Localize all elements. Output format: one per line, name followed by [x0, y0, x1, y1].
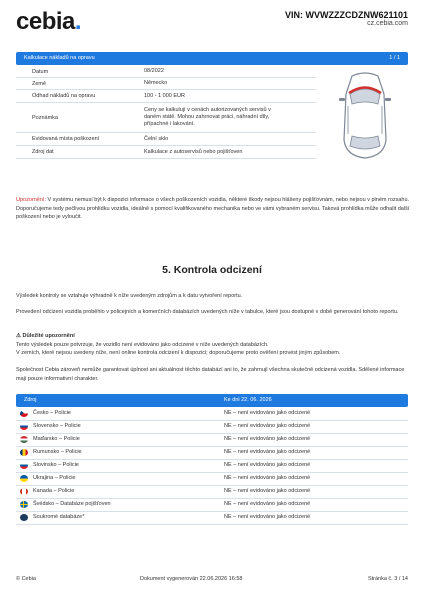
- table-row: Česko – Policie NE – není evidováno jako odcizené: [16, 407, 408, 421]
- vin-number: VIN: WVWZZZCDZNW621101: [284, 10, 408, 20]
- slovakia-flag-icon: [20, 423, 28, 430]
- footer-copyright: © Cebia: [16, 576, 36, 582]
- section-intro: Výsledek kontroly se vztahuje výhradně k níže uvedeným zdrojům a k datu vytvoření reportu.: [16, 293, 243, 299]
- calc-row-note: Poznámka Ceny se kalkulují v cenách autorizovaných servisů v daném státě. Mohou zahrnovat práci, náhradní díly, přípachné i lakování.: [16, 103, 316, 133]
- calc-table-title: Kalkulace nákladů na opravu: [24, 55, 95, 61]
- romania-flag-icon: [20, 449, 28, 456]
- czech-flag-icon: [20, 410, 28, 417]
- table-row: Slovinsko – Policie NE – není evidováno jako odcizené: [16, 459, 408, 473]
- calc-row-source: Zdroj dat Kalkulace z autoservisů nebo pojišťoven: [16, 146, 316, 159]
- calc-row-damage: Evidovaná místa poškození Čelní sklo: [16, 133, 316, 146]
- table-row: Slovensko – Policie NE – není evidováno jako odcizené: [16, 420, 408, 434]
- calc-row-country: Země Německo: [16, 78, 316, 90]
- calc-table-header: [16, 52, 408, 65]
- notice-block: ⚠ Důležité upozornění Tento výsledek pouze potvrzuje, že vozidlo není evidováno jako odcizené v níže uvedených databázích. V zemích, které nejsou uvedeny níže, není online kontrola odcizení k dispozici; doporučujeme proto ověření provést jiným způsobem.: [16, 333, 341, 356]
- theft-col-date: Ke dni 22. 06. 2026: [224, 397, 272, 403]
- sweden-flag-icon: [20, 501, 28, 508]
- hungary-flag-icon: [20, 436, 28, 443]
- disclaimer: Společnost Cebia zároveň nemůže garantovat úplnost ani aktuálnost těchto databází ani to, že zahrnují všechna skutečně odcizená vozidla. Sdělené informace mají pouze informativní charakter.: [16, 367, 405, 382]
- canada-flag-icon: [20, 488, 28, 495]
- calc-row-estimate: Odhad nákladů na opravu 100 - 1 000 EUR: [16, 90, 316, 103]
- database-icon: [20, 514, 28, 521]
- table-row: Rumunsko – Policie NE – není evidováno jako odcizené: [16, 446, 408, 460]
- table-row: Soukromé databáze* NE – není evidováno jako odcizené: [16, 511, 408, 525]
- slovenia-flag-icon: [20, 462, 28, 469]
- damage-warning: Upozornění: V systému nemusí být k dispozici informace o všech poškozeních vozidla, některé škody nejsou hlášeny pojišťovnám, nebo nejsou v plném rozsahu. Doporučujeme tedy pečlivou prohlídku vozidla, ideálně s pomocí kvalifikovaného mechanika nebo ve vámi vybraném servisu. Taková prohlídka může odhalit další poškození nebo je vyloučit.: [16, 197, 410, 220]
- calc-table-page: 1 / 1: [389, 55, 400, 61]
- section-description: Provedení odcizení vozidla proběhlo v policejních a komerčních databázích uvedených níže v tabulce, které jsou dostupné v době generování tohoto reportu.: [16, 309, 399, 315]
- ukraine-flag-icon: [20, 475, 28, 482]
- table-row: Ukrajina – Policie NE – není evidováno jako odcizené: [16, 472, 408, 486]
- warning-icon: ⚠: [16, 333, 21, 339]
- footer-generated: Dokument vygenerován 22.06.2026 16:58: [140, 576, 243, 582]
- car-damage-diagram: [330, 70, 400, 160]
- theft-table-header: [16, 394, 408, 407]
- footer-page-number: Stránka č. 3 / 14: [367, 576, 408, 582]
- calc-row-date: Datum 08/2022: [16, 66, 316, 78]
- table-row: Maďarsko – Policie NE – není evidováno jako odcizené: [16, 433, 408, 447]
- website-link[interactable]: cz.cebia.com: [367, 20, 408, 27]
- section-title: 5. Kontrola odcizení: [162, 264, 262, 276]
- table-row: Kanada – Policie NE – není evidováno jako odcizené: [16, 485, 408, 499]
- calc-table: [16, 66, 316, 159]
- table-row: Švédsko – Databáze pojišťoven NE – není evidováno jako odcizené: [16, 498, 408, 512]
- cebia-logo: cebia.: [16, 8, 82, 35]
- theft-col-source: Zdroj: [24, 397, 37, 403]
